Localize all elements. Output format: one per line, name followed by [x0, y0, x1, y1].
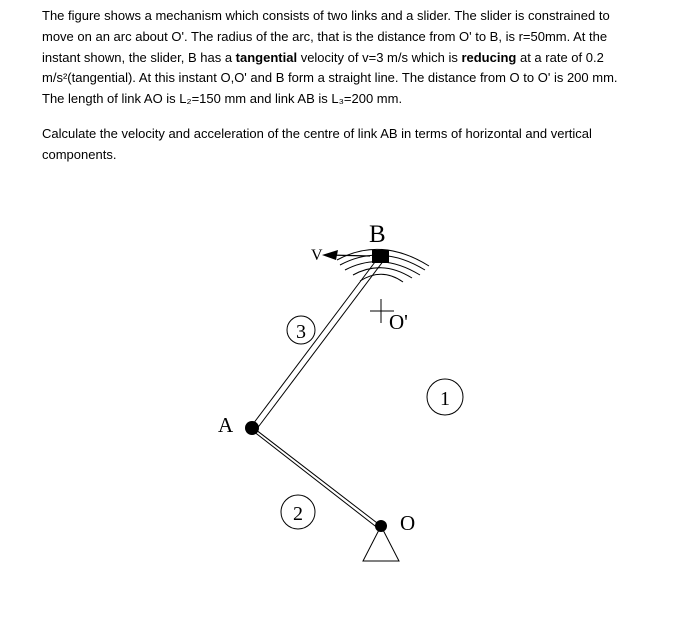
problem-bold-reducing: reducing [461, 49, 517, 65]
problem-mid: velocity of v=3 m/s which is [297, 49, 462, 65]
problem-intro: The figure shows a mechanism which consists of two links and a slider. The slider is constrained to move on an arc about O'. The radius of the arc, that is the distance from O' to B, is r=50mm. At the instant shown, the slider, B has a [42, 8, 610, 65]
joint-a [245, 421, 259, 435]
problem-bold-tangential: tangential [235, 49, 298, 65]
link-3-marker [287, 316, 315, 344]
problem-rest: at a rate of 0.2 m/s²(tangential). At this instant O,O' and B form a straight line. The distance from O to O' is 200 mm. The length of link AO is L₂=150 mm and link AB is L₃=200 mm. [42, 49, 618, 107]
label-a: A [218, 413, 234, 437]
label-link-2: 2 [293, 503, 303, 525]
slider-block [372, 250, 389, 263]
link-2-marker [281, 495, 315, 529]
label-b: B [369, 221, 386, 248]
velocity-arrow [322, 250, 370, 260]
link-ao [251, 426, 381, 529]
joint-o [375, 520, 387, 532]
label-o-prime: O' [389, 310, 408, 334]
label-link-3: 3 [296, 321, 306, 343]
link-ab [250, 258, 384, 430]
label-link-1: 1 [440, 388, 450, 410]
label-o: O [400, 511, 416, 535]
question-text: Calculate the velocity and acceleration of the centre of link AB in terms of horizontal and vertical components. [42, 126, 592, 162]
label-v: V [311, 247, 323, 264]
link-1-marker [427, 379, 463, 415]
